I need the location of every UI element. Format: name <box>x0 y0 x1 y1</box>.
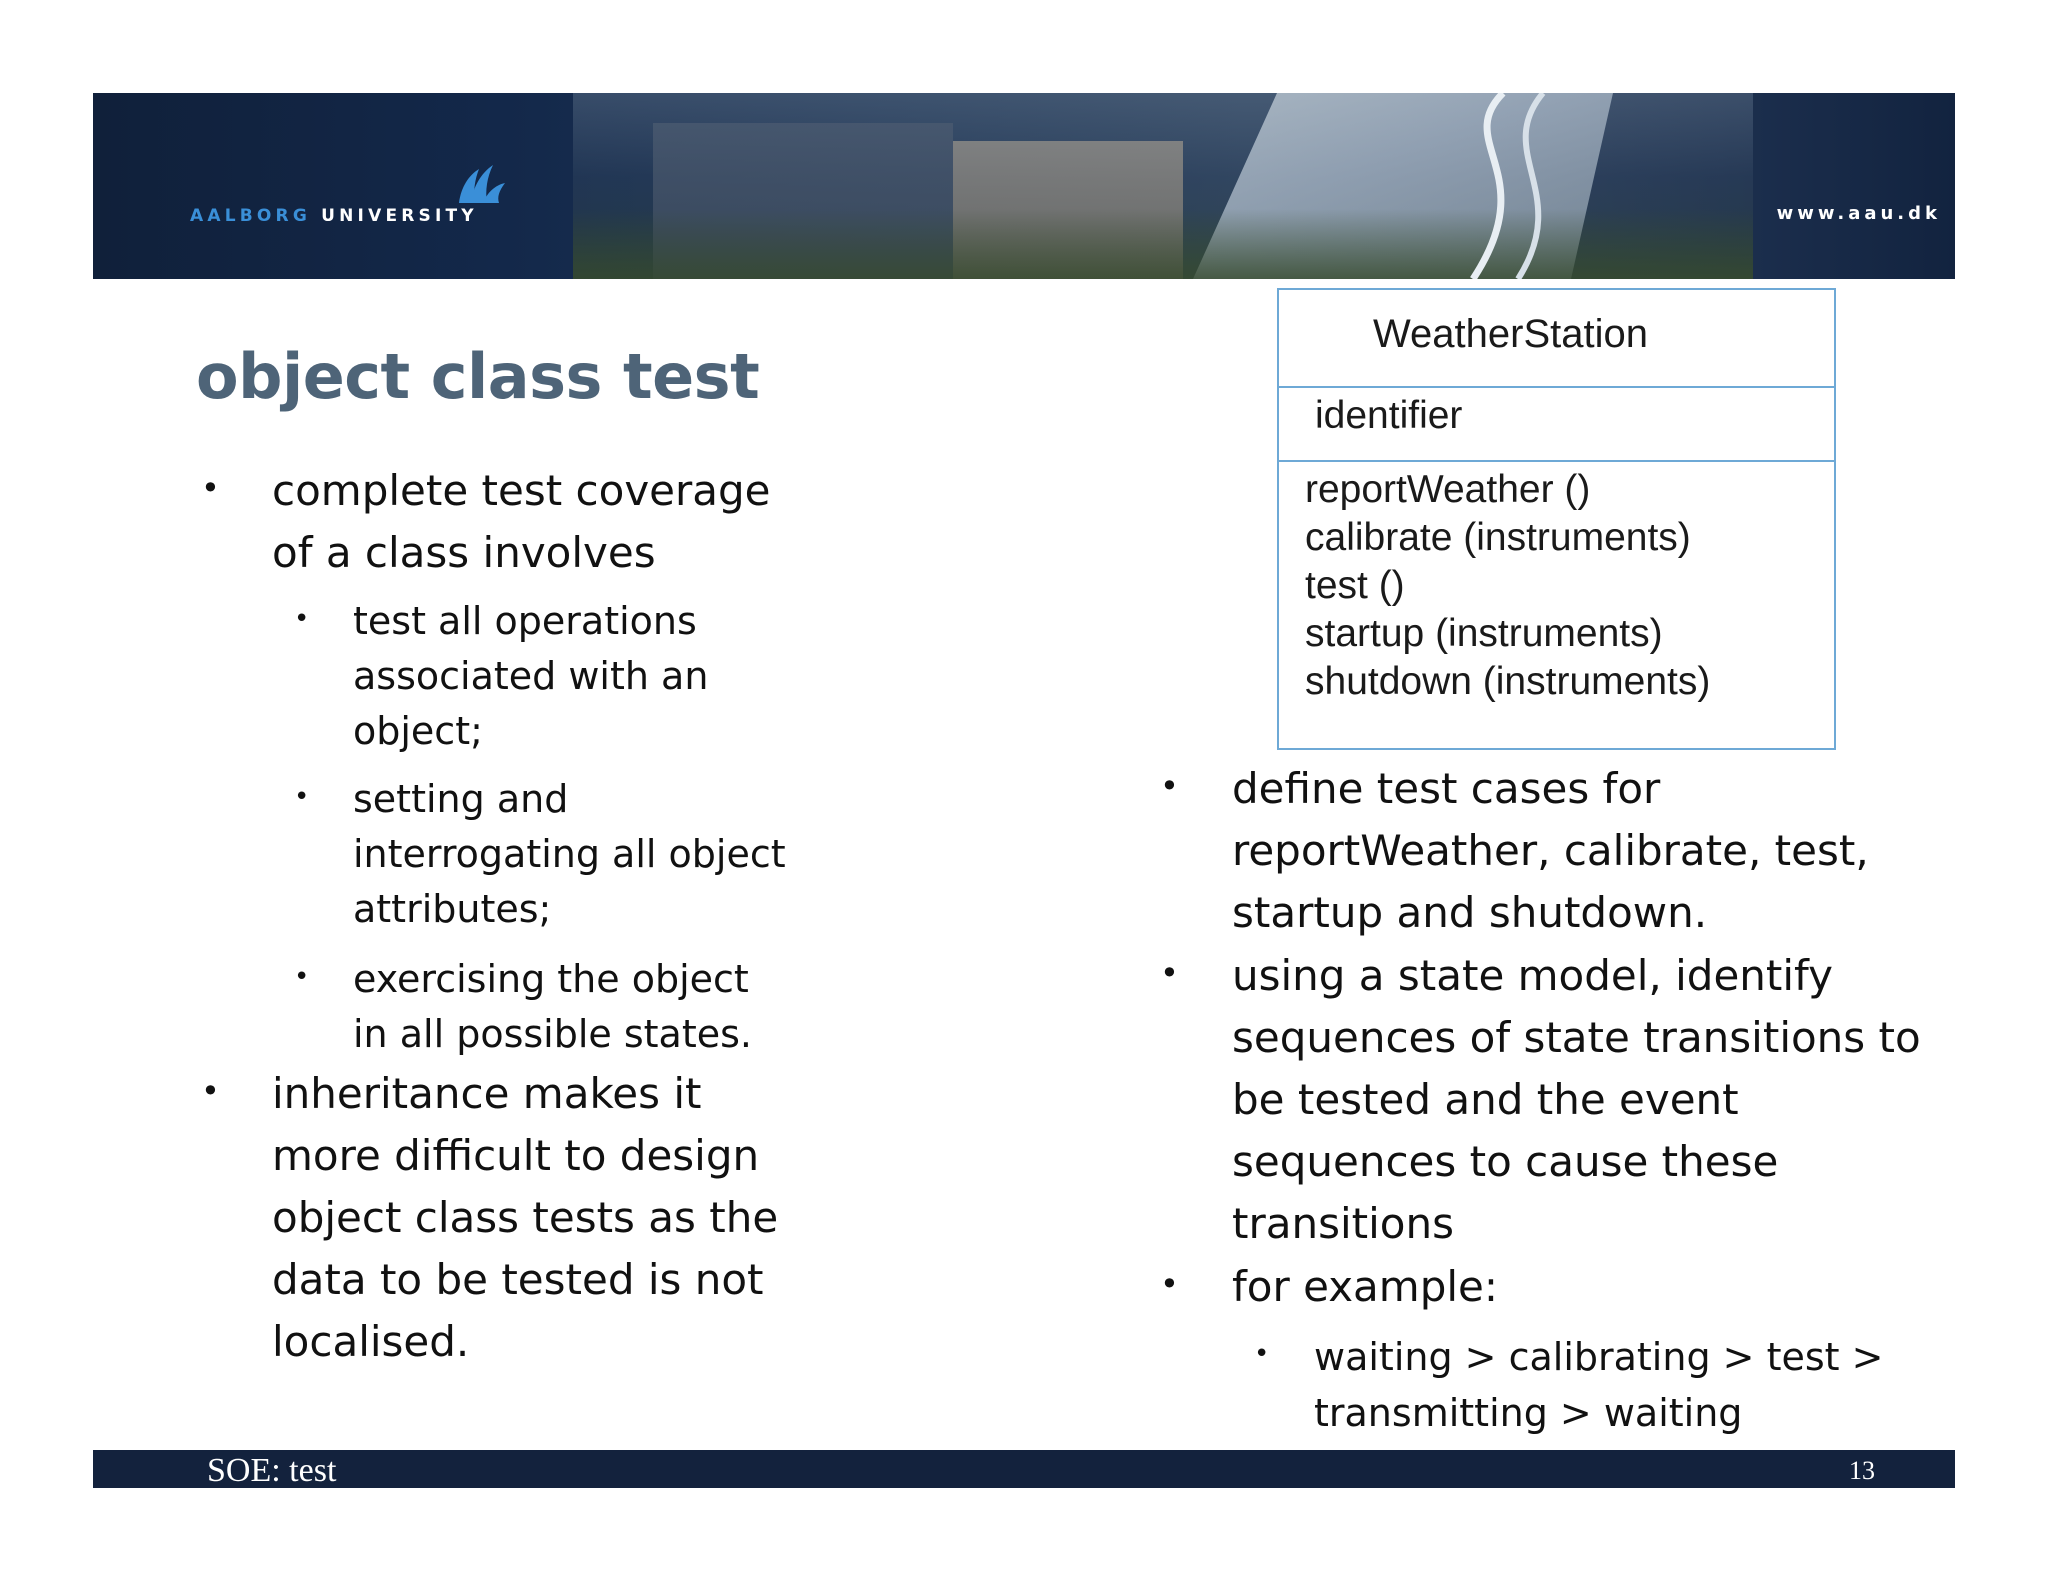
sub-bullet-text <box>1314 1329 1883 1441</box>
sub-bullet-icon: • <box>1254 1339 1270 1369</box>
text-line: for example: <box>1232 1262 1499 1311</box>
text-line: data to be tested is not <box>272 1255 764 1304</box>
bullet-icon: • <box>1160 954 1179 992</box>
sub-bullet-icon: • <box>294 604 310 634</box>
footer-label: SOE: test <box>207 1452 337 1489</box>
university-name <box>190 206 478 226</box>
uml-class-diagram <box>1277 288 1836 750</box>
sub-bullet-text <box>353 952 752 1062</box>
uml-operations <box>1305 466 1710 706</box>
text-line: transitions <box>1232 1199 1454 1248</box>
bullet-text <box>272 460 771 584</box>
bullet-text <box>1232 758 1869 944</box>
slide-title: object class test <box>196 340 760 413</box>
wave-sculpture-graphic <box>1433 93 1573 279</box>
text-line: using a state model, identify <box>1232 951 1833 1000</box>
text-line: in all possible states. <box>353 1012 752 1056</box>
header-banner <box>93 93 1955 279</box>
text-line: reportWeather, calibrate, test, <box>1232 826 1869 875</box>
sub-bullet-icon: • <box>294 962 310 992</box>
university-name-part2: UNIVERSITY <box>321 206 478 226</box>
uml-attribute: identifier <box>1315 394 1463 437</box>
text-line: waiting > calibrating > test > <box>1314 1335 1884 1379</box>
bullet-text <box>1232 945 1921 1255</box>
aau-wave-logo-icon <box>455 163 505 205</box>
text-line: sequences to cause these <box>1232 1137 1779 1186</box>
university-name-part1: AALBORG <box>190 206 311 226</box>
text-line: associated with an <box>353 654 709 698</box>
page-number: 13 <box>1849 1456 1875 1485</box>
campus-photo <box>573 93 1753 279</box>
bullet-icon: • <box>201 1072 220 1110</box>
uml-class-name: WeatherStation <box>1373 312 1648 356</box>
footer-bar <box>93 1450 1955 1488</box>
uml-operation: calibrate (instruments) <box>1305 516 1691 559</box>
text-line: object class tests as the <box>272 1193 779 1242</box>
uml-operation: shutdown (instruments) <box>1305 660 1711 703</box>
sub-bullet-text <box>353 772 786 937</box>
bullet-text <box>1232 1256 1498 1318</box>
sub-bullet-text <box>353 594 708 759</box>
text-line: define test cases for <box>1232 764 1661 813</box>
text-line: startup and shutdown. <box>1232 888 1708 937</box>
text-line: test all operations <box>353 599 697 643</box>
text-line: attributes; <box>353 887 552 931</box>
text-line: setting and <box>353 777 569 821</box>
text-line: be tested and the event <box>1232 1075 1739 1124</box>
bullet-icon: • <box>1160 767 1179 805</box>
uml-operation: test () <box>1305 564 1405 607</box>
sub-bullet-icon: • <box>294 782 310 812</box>
text-line: object; <box>353 709 483 753</box>
text-line: inheritance makes it <box>272 1069 702 1118</box>
uml-operation: reportWeather () <box>1305 468 1591 511</box>
text-line: localised. <box>272 1317 470 1366</box>
bullet-text <box>272 1063 778 1373</box>
text-line: interrogating all object <box>353 832 786 876</box>
bullet-icon: • <box>1160 1265 1179 1303</box>
text-line: exercising the object <box>353 957 749 1001</box>
text-line: sequences of state transitions to <box>1232 1013 1921 1062</box>
uml-operation: startup (instruments) <box>1305 612 1663 655</box>
website-url: www.aau.dk <box>1776 203 1941 224</box>
text-line: transmitting > waiting <box>1314 1391 1743 1435</box>
bullet-icon: • <box>201 469 220 507</box>
text-line: of a class involves <box>272 528 656 577</box>
text-line: more difficult to design <box>272 1131 760 1180</box>
text-line: complete test coverage <box>272 466 771 515</box>
